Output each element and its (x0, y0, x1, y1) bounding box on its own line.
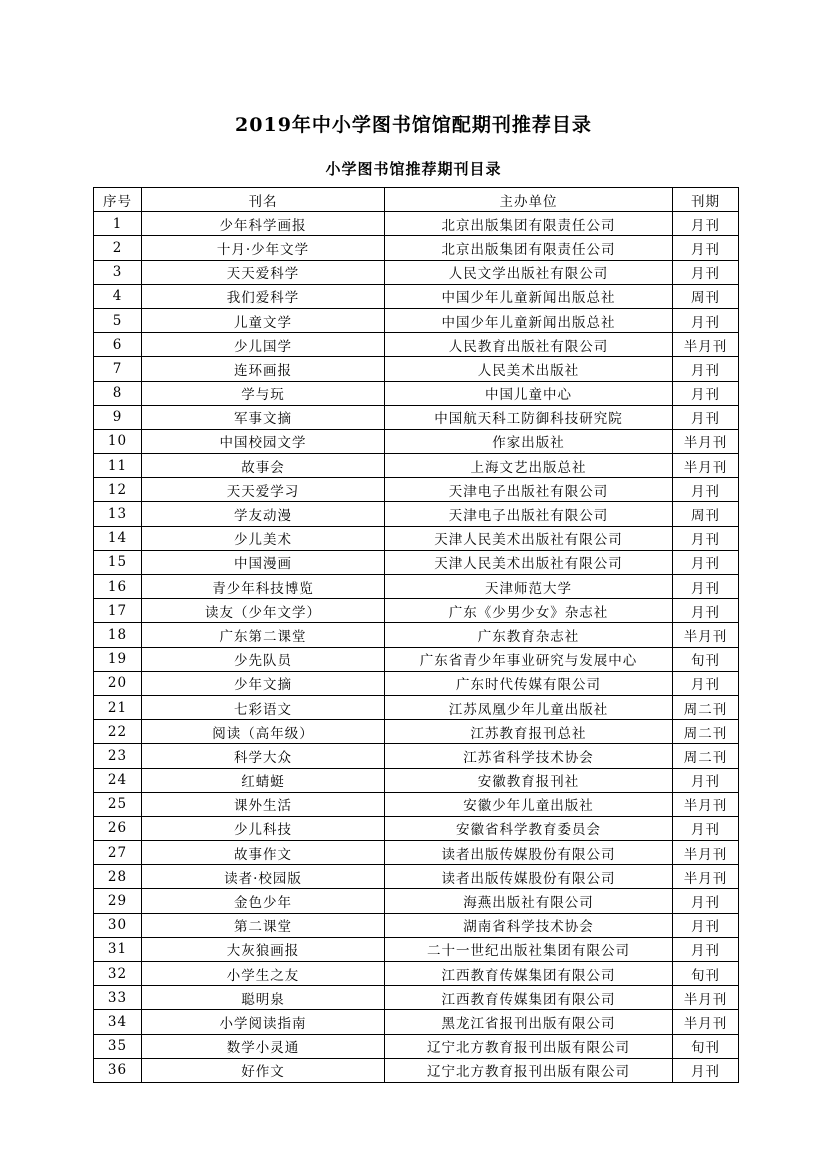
cell-index: 20 (94, 671, 142, 695)
cell-frequency: 半月刊 (673, 454, 739, 478)
table-row (94, 768, 739, 792)
table-row (94, 792, 739, 816)
header-index: 序号 (94, 188, 142, 212)
cell-index: 33 (94, 986, 142, 1010)
cell-frequency: 月刊 (673, 357, 739, 381)
cell-publisher: 北京出版集团有限责任公司 (385, 212, 673, 236)
table-row (94, 937, 739, 961)
cell-frequency: 半月刊 (673, 333, 739, 357)
cell-frequency: 半月刊 (673, 429, 739, 453)
cell-frequency: 半月刊 (673, 986, 739, 1010)
cell-name: 读友（少年文学） (142, 599, 385, 623)
cell-index: 1 (94, 212, 142, 236)
cell-name: 天天爱科学 (142, 260, 385, 284)
cell-frequency: 半月刊 (673, 623, 739, 647)
cell-frequency: 月刊 (673, 768, 739, 792)
cell-index: 24 (94, 768, 142, 792)
cell-publisher: 天津电子出版社有限公司 (385, 502, 673, 526)
cell-index: 6 (94, 333, 142, 357)
table-row (94, 502, 739, 526)
table-row (94, 429, 739, 453)
cell-name: 连环画报 (142, 357, 385, 381)
cell-publisher: 中国航天科工防御科技研究院 (385, 405, 673, 429)
table-row (94, 1034, 739, 1058)
cell-publisher: 天津师范大学 (385, 575, 673, 599)
cell-index: 3 (94, 260, 142, 284)
cell-name: 故事会 (142, 454, 385, 478)
cell-index: 29 (94, 889, 142, 913)
cell-frequency: 月刊 (673, 937, 739, 961)
table-row (94, 260, 739, 284)
table-row (94, 865, 739, 889)
header-name: 刊名 (142, 188, 385, 212)
header-publisher: 主办单位 (385, 188, 673, 212)
cell-name: 中国校园文学 (142, 429, 385, 453)
cell-frequency: 月刊 (673, 550, 739, 574)
cell-publisher: 安徽少年儿童出版社 (385, 792, 673, 816)
table-subtitle: 小学图书馆推荐期刊目录 (325, 160, 502, 178)
cell-index: 16 (94, 575, 142, 599)
table-row (94, 744, 739, 768)
cell-frequency: 周二刊 (673, 720, 739, 744)
table-row (94, 1010, 739, 1034)
cell-index: 27 (94, 841, 142, 865)
table-row (94, 695, 739, 719)
cell-frequency: 月刊 (673, 575, 739, 599)
cell-name: 数学小灵通 (142, 1034, 385, 1058)
cell-index: 21 (94, 695, 142, 719)
cell-name: 大灰狼画报 (142, 937, 385, 961)
table-row (94, 816, 739, 840)
cell-publisher: 广东《少男少女》杂志社 (385, 599, 673, 623)
table-row (94, 526, 739, 550)
cell-frequency: 半月刊 (673, 865, 739, 889)
cell-publisher: 作家出版社 (385, 429, 673, 453)
cell-frequency: 月刊 (673, 212, 739, 236)
cell-frequency: 月刊 (673, 236, 739, 260)
cell-publisher: 江西教育传媒集团有限公司 (385, 962, 673, 986)
cell-index: 22 (94, 720, 142, 744)
cell-index: 36 (94, 1058, 142, 1082)
table-row (94, 986, 739, 1010)
cell-frequency: 月刊 (673, 599, 739, 623)
cell-name: 中国漫画 (142, 550, 385, 574)
cell-index: 31 (94, 937, 142, 961)
cell-publisher: 辽宁北方教育报刊出版有限公司 (385, 1034, 673, 1058)
cell-name: 七彩语文 (142, 695, 385, 719)
table-row (94, 599, 739, 623)
cell-frequency: 周二刊 (673, 744, 739, 768)
cell-name: 少先队员 (142, 647, 385, 671)
table-row (94, 913, 739, 937)
cell-frequency: 月刊 (673, 478, 739, 502)
cell-name: 少年科学画报 (142, 212, 385, 236)
table-row (94, 962, 739, 986)
cell-frequency: 半月刊 (673, 841, 739, 865)
document-title: 2019年中小学图书馆馆配期刊推荐目录 (235, 114, 592, 136)
cell-publisher: 江西教育传媒集团有限公司 (385, 986, 673, 1010)
cell-index: 2 (94, 236, 142, 260)
table-row (94, 841, 739, 865)
cell-publisher: 天津人民美术出版社有限公司 (385, 550, 673, 574)
cell-publisher: 人民教育出版社有限公司 (385, 333, 673, 357)
table-row (94, 647, 739, 671)
cell-index: 7 (94, 357, 142, 381)
cell-name: 好作文 (142, 1058, 385, 1082)
cell-publisher: 上海文艺出版总社 (385, 454, 673, 478)
cell-name: 小学生之友 (142, 962, 385, 986)
table-row (94, 1058, 739, 1082)
table-body (94, 212, 739, 1083)
cell-name: 小学阅读指南 (142, 1010, 385, 1034)
cell-publisher: 广东时代传媒有限公司 (385, 671, 673, 695)
cell-name: 天天爱学习 (142, 478, 385, 502)
table-row (94, 381, 739, 405)
cell-frequency: 旬刊 (673, 1034, 739, 1058)
header-frequency: 刊期 (673, 188, 739, 212)
cell-publisher: 二十一世纪出版社集团有限公司 (385, 937, 673, 961)
periodical-table (93, 187, 739, 1083)
table-row (94, 357, 739, 381)
cell-frequency: 月刊 (673, 405, 739, 429)
cell-publisher: 中国儿童中心 (385, 381, 673, 405)
cell-name: 学友动漫 (142, 502, 385, 526)
cell-name: 少儿科技 (142, 816, 385, 840)
cell-publisher: 人民文学出版社有限公司 (385, 260, 673, 284)
table-row (94, 236, 739, 260)
cell-name: 青少年科技博览 (142, 575, 385, 599)
cell-publisher: 安徽教育报刊社 (385, 768, 673, 792)
cell-index: 12 (94, 478, 142, 502)
cell-frequency: 周二刊 (673, 695, 739, 719)
cell-index: 28 (94, 865, 142, 889)
cell-index: 15 (94, 550, 142, 574)
cell-name: 军事文摘 (142, 405, 385, 429)
cell-name: 读者·校园版 (142, 865, 385, 889)
cell-publisher: 湖南省科学技术协会 (385, 913, 673, 937)
table-row (94, 623, 739, 647)
cell-publisher: 江苏省科学技术协会 (385, 744, 673, 768)
cell-frequency: 半月刊 (673, 1010, 739, 1034)
cell-publisher: 辽宁北方教育报刊出版有限公司 (385, 1058, 673, 1082)
cell-publisher: 北京出版集团有限责任公司 (385, 236, 673, 260)
cell-name: 少年文摘 (142, 671, 385, 695)
cell-name: 我们爱科学 (142, 284, 385, 308)
cell-frequency: 月刊 (673, 889, 739, 913)
cell-name: 故事作文 (142, 841, 385, 865)
cell-index: 19 (94, 647, 142, 671)
cell-publisher: 读者出版传媒股份有限公司 (385, 841, 673, 865)
cell-publisher: 中国少年儿童新闻出版总社 (385, 284, 673, 308)
cell-publisher: 人民美术出版社 (385, 357, 673, 381)
cell-publisher: 江苏凤凰少年儿童出版社 (385, 695, 673, 719)
cell-name: 少儿国学 (142, 333, 385, 357)
cell-frequency: 旬刊 (673, 962, 739, 986)
cell-publisher: 安徽省科学教育委员会 (385, 816, 673, 840)
cell-index: 23 (94, 744, 142, 768)
cell-index: 34 (94, 1010, 142, 1034)
cell-publisher: 广东省青少年事业研究与发展中心 (385, 647, 673, 671)
cell-frequency: 月刊 (673, 381, 739, 405)
cell-name: 学与玩 (142, 381, 385, 405)
cell-frequency: 月刊 (673, 308, 739, 332)
cell-name: 红蜻蜓 (142, 768, 385, 792)
table-row (94, 550, 739, 574)
cell-publisher: 天津人民美术出版社有限公司 (385, 526, 673, 550)
table-row (94, 671, 739, 695)
cell-name: 科学大众 (142, 744, 385, 768)
cell-frequency: 月刊 (673, 260, 739, 284)
cell-name: 金色少年 (142, 889, 385, 913)
cell-frequency: 月刊 (673, 671, 739, 695)
table-row (94, 308, 739, 332)
cell-index: 32 (94, 962, 142, 986)
cell-frequency: 周刊 (673, 502, 739, 526)
cell-publisher: 读者出版传媒股份有限公司 (385, 865, 673, 889)
cell-index: 8 (94, 381, 142, 405)
cell-publisher: 海燕出版社有限公司 (385, 889, 673, 913)
table-row (94, 720, 739, 744)
cell-index: 9 (94, 405, 142, 429)
table-row (94, 478, 739, 502)
table-row (94, 212, 739, 236)
cell-name: 聪明泉 (142, 986, 385, 1010)
cell-publisher: 黑龙江省报刊出版有限公司 (385, 1010, 673, 1034)
cell-index: 10 (94, 429, 142, 453)
cell-index: 4 (94, 284, 142, 308)
cell-name: 广东第二课堂 (142, 623, 385, 647)
cell-publisher: 江苏教育报刊总社 (385, 720, 673, 744)
cell-frequency: 半月刊 (673, 792, 739, 816)
cell-frequency: 月刊 (673, 913, 739, 937)
cell-frequency: 月刊 (673, 1058, 739, 1082)
table-header-row (94, 188, 739, 212)
table-row (94, 284, 739, 308)
cell-frequency: 旬刊 (673, 647, 739, 671)
cell-index: 13 (94, 502, 142, 526)
cell-name: 十月·少年文学 (142, 236, 385, 260)
table-row (94, 454, 739, 478)
cell-index: 17 (94, 599, 142, 623)
cell-index: 35 (94, 1034, 142, 1058)
cell-index: 18 (94, 623, 142, 647)
cell-name: 儿童文学 (142, 308, 385, 332)
cell-index: 26 (94, 816, 142, 840)
cell-name: 阅读（高年级） (142, 720, 385, 744)
table-header (94, 188, 739, 212)
cell-index: 11 (94, 454, 142, 478)
cell-frequency: 月刊 (673, 526, 739, 550)
table-row (94, 889, 739, 913)
cell-index: 30 (94, 913, 142, 937)
cell-publisher: 广东教育杂志社 (385, 623, 673, 647)
cell-name: 少儿美术 (142, 526, 385, 550)
cell-publisher: 中国少年儿童新闻出版总社 (385, 308, 673, 332)
table-row (94, 575, 739, 599)
table-row (94, 333, 739, 357)
cell-name: 课外生活 (142, 792, 385, 816)
cell-frequency: 月刊 (673, 816, 739, 840)
cell-index: 14 (94, 526, 142, 550)
table-row (94, 405, 739, 429)
cell-publisher: 天津电子出版社有限公司 (385, 478, 673, 502)
cell-index: 25 (94, 792, 142, 816)
cell-index: 5 (94, 308, 142, 332)
cell-name: 第二课堂 (142, 913, 385, 937)
cell-frequency: 周刊 (673, 284, 739, 308)
